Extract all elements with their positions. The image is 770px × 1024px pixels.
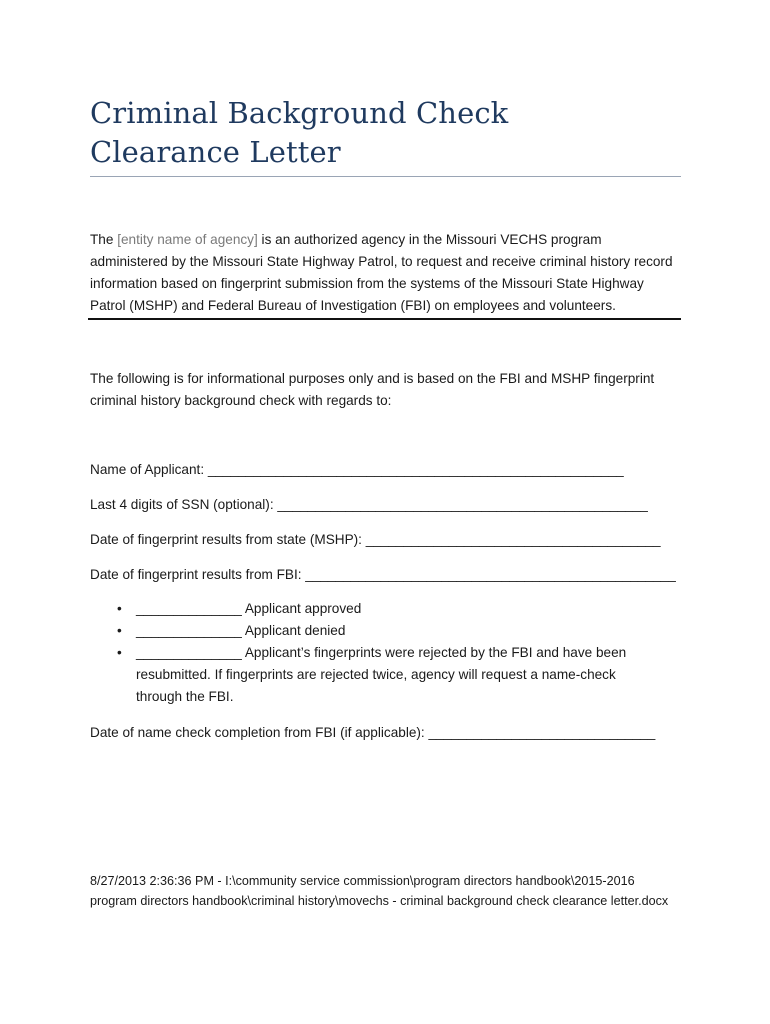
document-footer: 8/27/2013 2:36:36 PM - I:\community service commission\program directors handbook\2015-2016 program directors handbook\criminal history\movechs - criminal background check clearance letter.docx [90,874,669,908]
title-divider [90,176,681,177]
document-title [90,94,690,172]
bullet-icon: • [117,601,122,616]
ssn-field: Last 4 digits of SSN (optional): _________________________________________________ [90,497,648,512]
intro-divider [88,318,681,320]
fbi-results-date-field: Date of fingerprint results from FBI: _________________________________________________ [90,567,676,582]
state-results-date-field: Date of fingerprint results from state (MSHP): _______________________________________ [90,532,661,547]
bullet-icon: • [117,645,122,660]
name-check-date-field: Date of name check completion from FBI (if applicable): ______________________________ [90,725,656,740]
intro-body: is an authorized agency in the Missouri VECHS program administered by the Missouri State Highway Patrol, to request and receive criminal history record information based on fingerprint submission from the systems of the Missouri State Highway Patrol (MSHP) and Federal Bureau of Investigation (FBI) on employees and volunteers. [90,232,673,313]
agency-name-placeholder: [entity name of agency] [117,232,258,247]
option-denied: ______________ Applicant denied [136,623,346,638]
applicant-name-field: Name of Applicant: _______________________________________________________ [90,462,624,477]
title-line-2: Clearance Letter [90,135,341,169]
intro-paragraph [90,229,682,317]
list-item [90,620,690,642]
list-item [90,598,690,620]
list-item [90,642,690,708]
option-approved: ______________ Applicant approved [136,601,362,616]
bullet-icon: • [117,623,122,638]
purpose-paragraph: The following is for informational purposes only and is based on the FBI and MSHP fingerprint criminal history background check with regards to: [90,371,655,408]
title-line-1: Criminal Background Check [90,96,509,130]
option-resubmitted: ______________ Applicant’s fingerprints were rejected by the FBI and have been resubmitted. If fingerprints are rejected twice, agency will request a name-check through the FBI. [136,645,627,704]
intro-prefix: The [90,232,118,247]
status-options-list [90,598,690,708]
